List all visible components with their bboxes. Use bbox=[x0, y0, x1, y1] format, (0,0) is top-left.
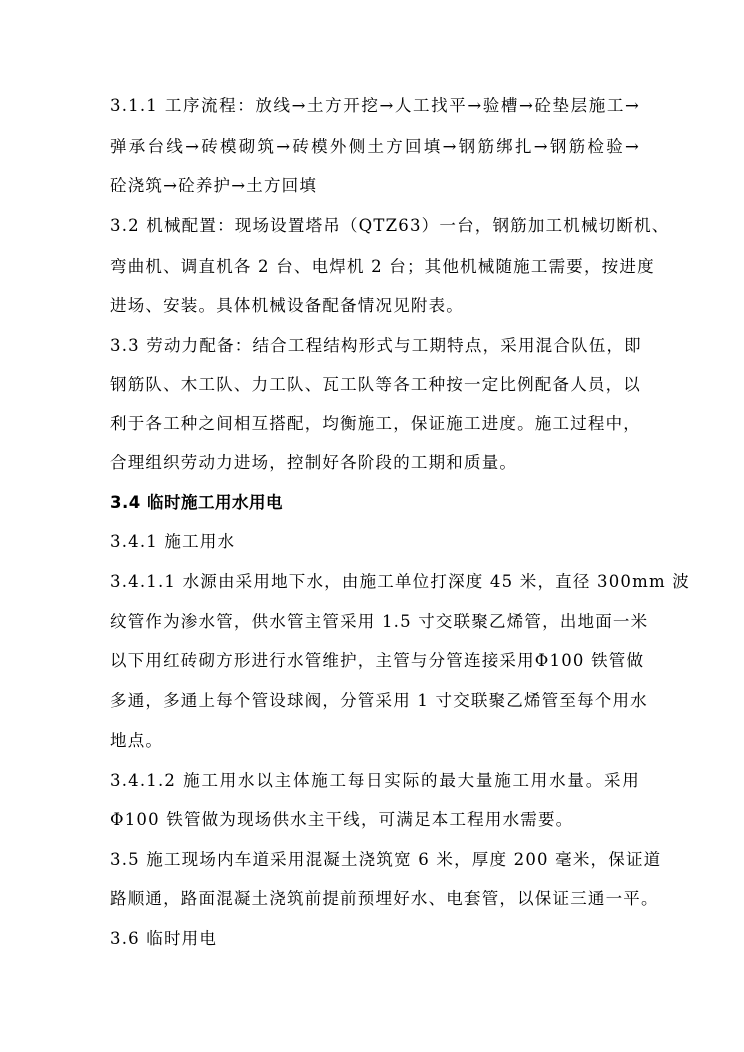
text-line: 地点。 bbox=[110, 731, 164, 750]
subsection-heading: 3.6 临时用电 bbox=[110, 929, 218, 948]
text-line: 3.1.1 工序流程：放线→土方开挖→人工找平→验槽→砼垫层施工→ bbox=[110, 96, 640, 115]
text-line: 纹管作为渗水管，供水管主管采用 1.5 寸交联聚乙烯管，出地面一米 bbox=[110, 612, 649, 631]
text-line: 利于各工种之间相互搭配，均衡施工，保证施工进度。施工过程中， bbox=[110, 414, 641, 433]
text-line: Φ100 铁管做为现场供水主干线，可满足本工程用水需要。 bbox=[110, 810, 574, 829]
text-line: 3.3 劳动力配备：结合工程结构形式与工期特点，采用混合队伍，即 bbox=[110, 336, 642, 355]
text-line: 3.4.1.2 施工用水以主体施工每日实际的最大量施工用水量。采用 bbox=[110, 771, 640, 790]
text-line: 合理组织劳动力进场，控制好各阶段的工期和质量。 bbox=[110, 453, 518, 472]
text-line: 3.4.1.1 水源由采用地下水，由施工单位打深度 45 米，直径 300mm 波 bbox=[110, 572, 690, 591]
text-line: 弯曲机、调直机各 2 台、电焊机 2 台；其他机械随施工需要，按进度 bbox=[110, 257, 655, 276]
text-line: 钢筋队、木工队、力工队、瓦工队等各工种按一定比例配备人员，以 bbox=[110, 375, 641, 394]
subsection-heading: 3.4.1 施工用水 bbox=[110, 532, 236, 551]
text-line: 3.2 机械配置：现场设置塔吊（QTZ63）一台，钢筋加工机械切断机、 bbox=[110, 216, 670, 235]
section-heading: 3.4 临时施工用水用电 bbox=[110, 493, 283, 512]
text-line: 弹承台线→砖模砌筑→砖模外侧土方回填→钢筋绑扎→钢筋检验→ bbox=[110, 137, 640, 156]
text-line: 3.5 施工现场内车道采用混凝土浇筑宽 6 米，厚度 200 毫米，保证道 bbox=[110, 850, 662, 869]
text-line: 砼浇筑→砼养护→土方回填 bbox=[110, 176, 318, 195]
text-line: 路顺通，路面混凝土浇筑前提前预埋好水、电套管，以保证三通一平。 bbox=[110, 889, 659, 908]
text-line: 以下用红砖砌方形进行水管维护，主管与分管连接采用Φ100 铁管做 bbox=[110, 651, 645, 670]
text-line: 进场、安装。具体机械设备配备情况见附表。 bbox=[110, 296, 464, 315]
text-line: 多通，多通上每个管设球阀，分管采用 1 寸交联聚乙烯管至每个用水 bbox=[110, 691, 648, 710]
